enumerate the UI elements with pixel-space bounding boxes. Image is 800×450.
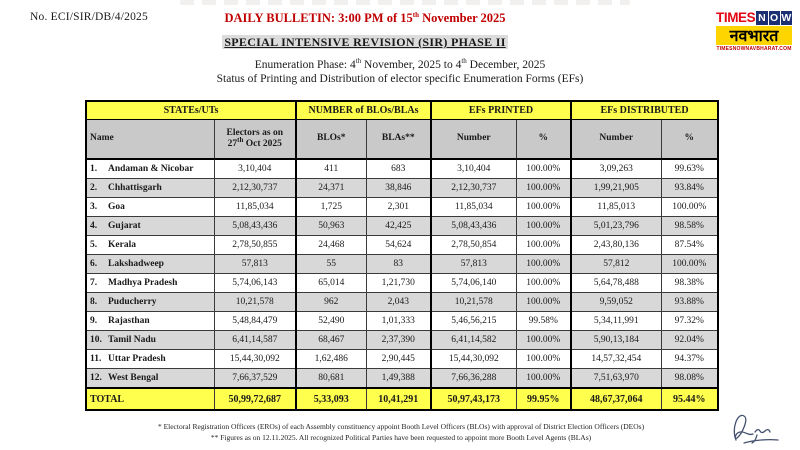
state-name: Uttar Pradesh — [108, 354, 166, 364]
printed-number-cell: 6,41,14,582 — [431, 331, 516, 350]
total-distributed-pct: 95.44% — [661, 388, 718, 410]
distributed-pct-cell: 100.00% — [661, 198, 718, 217]
printed-number-cell: 7,66,36,288 — [431, 369, 516, 389]
electors-cell: 7,66,37,529 — [214, 369, 296, 389]
electors-cell: 11,85,034 — [214, 198, 296, 217]
state-name-cell — [86, 350, 214, 369]
blos-cell: 50,963 — [296, 217, 366, 236]
total-printed: 50,97,43,173 — [431, 388, 516, 410]
distributed-number-cell: 2,43,80,136 — [571, 236, 661, 255]
blos-cell: 1,725 — [296, 198, 366, 217]
blos-cell: 1,62,486 — [296, 350, 366, 369]
blas-cell: 54,624 — [366, 236, 431, 255]
table-row — [86, 179, 718, 198]
distributed-pct-cell: 93.88% — [661, 293, 718, 312]
printed-number-cell: 2,12,30,737 — [431, 179, 516, 198]
distributed-number-cell: 9,59,052 — [571, 293, 661, 312]
col-header-blos: BLOs* — [296, 120, 366, 160]
electors-cell: 5,48,84,479 — [214, 312, 296, 331]
state-serial: 8. — [90, 297, 98, 307]
logo-website-text: TIMESNOWNAVBHARAT.COM — [716, 46, 792, 52]
printed-pct-cell: 100.00% — [516, 293, 571, 312]
electors-cell: 2,78,50,855 — [214, 236, 296, 255]
footnotes — [85, 421, 717, 444]
table-row — [86, 236, 718, 255]
blas-cell: 2,37,390 — [366, 331, 431, 350]
blos-cell: 80,681 — [296, 369, 366, 389]
blas-cell: 42,425 — [366, 217, 431, 236]
document-title — [0, 35, 730, 50]
state-name-cell — [86, 179, 214, 198]
col-header-electors: Electors as on 27th Oct 2025 — [214, 120, 296, 160]
electors-cell: 6,41,14,587 — [214, 331, 296, 350]
distributed-number-cell: 7,51,63,970 — [571, 369, 661, 389]
printed-pct-cell: 100.00% — [516, 331, 571, 350]
state-serial: 2. — [90, 183, 98, 193]
state-serial: 11. — [90, 354, 102, 364]
printed-number-cell: 5,74,06,140 — [431, 274, 516, 293]
printed-pct-cell: 99.58% — [516, 312, 571, 331]
blas-cell: 2,043 — [366, 293, 431, 312]
state-name: Rajasthan — [108, 316, 150, 326]
state-name: West Bengal — [108, 373, 159, 383]
table-row — [86, 350, 718, 369]
group-header-blos-blas: NUMBER of BLOs/BLAs — [296, 101, 431, 120]
distributed-number-cell: 5,64,78,488 — [571, 274, 661, 293]
total-label: TOTAL — [86, 388, 214, 410]
distributed-pct-cell: 100.00% — [661, 255, 718, 274]
state-serial: 10. — [90, 335, 102, 345]
status-line: Status of Printing and Distribution of elector specific Enumeration Forms (EFs) — [216, 73, 584, 85]
distributed-number-cell: 1,99,21,905 — [571, 179, 661, 198]
blas-cell: 38,846 — [366, 179, 431, 198]
blos-cell: 68,467 — [296, 331, 366, 350]
printed-number-cell: 3,10,404 — [431, 159, 516, 179]
total-blas: 10,41,291 — [366, 388, 431, 410]
blas-cell: 1,01,333 — [366, 312, 431, 331]
distributed-number-cell: 11,85,013 — [571, 198, 661, 217]
logo-now-letter-o: O — [770, 11, 779, 24]
table-body — [86, 159, 718, 388]
col-header-name: Name — [86, 120, 214, 160]
printed-number-cell: 10,21,578 — [431, 293, 516, 312]
state-serial: 12. — [90, 373, 102, 383]
state-name-cell — [86, 274, 214, 293]
logo-top-row — [716, 10, 792, 25]
printed-pct-cell: 100.00% — [516, 236, 571, 255]
table-row — [86, 274, 718, 293]
printed-number-cell: 11,85,034 — [431, 198, 516, 217]
blos-cell: 411 — [296, 159, 366, 179]
printed-pct-cell: 100.00% — [516, 159, 571, 179]
cropped-text-remnant — [180, 0, 630, 5]
state-serial: 9. — [90, 316, 98, 326]
state-name: Goa — [108, 202, 125, 212]
table-row — [86, 312, 718, 331]
bulletin-title — [0, 11, 730, 26]
state-name: Andaman & Nicobar — [108, 164, 194, 174]
state-name: Lakshadweep — [108, 259, 164, 269]
logo-now-letter-w: W — [781, 11, 792, 24]
printed-number-cell: 5,08,43,436 — [431, 217, 516, 236]
state-name: Puducherry — [108, 297, 157, 307]
printed-pct-cell: 100.00% — [516, 369, 571, 389]
printed-pct-cell: 100.00% — [516, 179, 571, 198]
state-name-cell — [86, 255, 214, 274]
state-serial: 5. — [90, 240, 98, 250]
total-printed-pct: 99.95% — [516, 388, 571, 410]
group-header-efs-printed: EFs PRINTED — [431, 101, 571, 120]
state-name-cell — [86, 369, 214, 389]
state-name-cell — [86, 159, 214, 179]
table-row — [86, 217, 718, 236]
enumeration-phase-line: Enumeration Phase: 4th November, 2025 to 4th December, 2025 — [254, 57, 546, 71]
distributed-pct-cell: 93.84% — [661, 179, 718, 198]
bulletin-text-tail: November 2025 — [419, 11, 506, 25]
col-header-blas: BLAs** — [366, 120, 431, 160]
column-header-row — [86, 120, 718, 160]
group-header-states: STATEs/UTs — [86, 101, 296, 120]
printed-pct-cell: 100.00% — [516, 255, 571, 274]
document-title-text: SPECIAL INTENSIVE REVISION (SIR) PHASE II — [224, 35, 506, 49]
state-name: Gujarat — [108, 221, 141, 231]
electors-cell: 3,10,404 — [214, 159, 296, 179]
distributed-number-cell: 14,57,32,454 — [571, 350, 661, 369]
total-blos: 5,33,093 — [296, 388, 366, 410]
distributed-number-cell: 3,09,263 — [571, 159, 661, 179]
distributed-pct-cell: 99.63% — [661, 159, 718, 179]
col-header-distributed-pct: % — [661, 120, 718, 160]
col-header-printed-number: Number — [431, 120, 516, 160]
logo-hindi-text: नवभारत — [716, 26, 792, 45]
distributed-pct-cell: 98.08% — [661, 369, 718, 389]
state-serial: 7. — [90, 278, 98, 288]
state-name-cell — [86, 217, 214, 236]
state-name-cell — [86, 331, 214, 350]
bulletin-text: DAILY BULLETIN: 3:00 PM of 15 — [224, 11, 413, 25]
blos-cell: 65,014 — [296, 274, 366, 293]
table-row — [86, 331, 718, 350]
table-row — [86, 369, 718, 389]
reference-number: No. ECI/SIR/DB/4/2025 — [30, 11, 148, 23]
state-name: Tamil Nadu — [108, 335, 156, 345]
electors-cell: 5,74,06,143 — [214, 274, 296, 293]
distributed-number-cell: 57,812 — [571, 255, 661, 274]
printed-pct-cell: 100.00% — [516, 350, 571, 369]
blos-cell: 24,371 — [296, 179, 366, 198]
electors-cell: 57,813 — [214, 255, 296, 274]
printed-number-cell: 15,44,30,092 — [431, 350, 516, 369]
blos-cell: 24,468 — [296, 236, 366, 255]
printed-pct-cell: 100.00% — [516, 274, 571, 293]
state-serial: 4. — [90, 221, 98, 231]
state-serial: 1. — [90, 164, 98, 174]
distributed-pct-cell: 98.38% — [661, 274, 718, 293]
group-header-row — [86, 101, 718, 120]
sir-status-table — [85, 100, 719, 411]
state-name: Kerala — [108, 240, 136, 250]
electors-cell: 15,44,30,092 — [214, 350, 296, 369]
printed-number-cell: 2,78,50,854 — [431, 236, 516, 255]
blos-cell: 962 — [296, 293, 366, 312]
distributed-pct-cell: 94.37% — [661, 350, 718, 369]
logo-times-text: TIMES — [716, 10, 756, 25]
signature-mark — [724, 402, 788, 450]
blos-cell: 52,490 — [296, 312, 366, 331]
blas-cell: 2,301 — [366, 198, 431, 217]
electors-cell: 2,12,30,737 — [214, 179, 296, 198]
distributed-pct-cell: 87.54% — [661, 236, 718, 255]
state-serial: 3. — [90, 202, 98, 212]
distributed-pct-cell: 98.58% — [661, 217, 718, 236]
table-row — [86, 198, 718, 217]
distributed-number-cell: 5,90,13,184 — [571, 331, 661, 350]
table-row — [86, 293, 718, 312]
total-row — [86, 388, 718, 410]
blas-cell: 1,49,388 — [366, 369, 431, 389]
printed-pct-cell: 100.00% — [516, 217, 571, 236]
printed-pct-cell: 100.00% — [516, 198, 571, 217]
printed-number-cell: 57,813 — [431, 255, 516, 274]
table-row — [86, 159, 718, 179]
bulletin-superscript: th — [412, 10, 419, 19]
state-name: Madhya Pradesh — [108, 278, 178, 288]
electors-cell: 5,08,43,436 — [214, 217, 296, 236]
blas-cell: 1,21,730 — [366, 274, 431, 293]
blas-cell: 2,90,445 — [366, 350, 431, 369]
blas-cell: 683 — [366, 159, 431, 179]
distributed-number-cell: 5,34,11,991 — [571, 312, 661, 331]
printed-number-cell: 5,46,56,215 — [431, 312, 516, 331]
blos-cell: 55 — [296, 255, 366, 274]
logo-now-letter-n: N — [758, 11, 766, 24]
total-electors: 50,99,72,687 — [214, 388, 296, 410]
distributed-number-cell: 5,01,23,796 — [571, 217, 661, 236]
footnote-blas: ** Figures as on 12.11.2025. All recognized Political Parties have been requested to appoint more Booth Level Agents (BLAs) — [210, 433, 592, 443]
state-name-cell — [86, 312, 214, 331]
col-header-distributed-number: Number — [571, 120, 661, 160]
state-name-cell — [86, 236, 214, 255]
state-name-cell — [86, 198, 214, 217]
distributed-pct-cell: 97.32% — [661, 312, 718, 331]
table-row — [86, 255, 718, 274]
col-header-printed-pct: % — [516, 120, 571, 160]
state-name-cell — [86, 293, 214, 312]
electors-cell: 10,21,578 — [214, 293, 296, 312]
total-distributed: 48,67,37,064 — [571, 388, 661, 410]
blas-cell: 83 — [366, 255, 431, 274]
distributed-pct-cell: 92.04% — [661, 331, 718, 350]
state-serial: 6. — [90, 259, 98, 269]
group-header-efs-distributed: EFs DISTRIBUTED — [571, 101, 718, 120]
state-name: Chhattisgarh — [108, 183, 162, 193]
footnote-blos: * Electoral Registration Officers (EROs) of each Assembly constituency appoint Booth Level Officers (BLOs) with approval of District Election Officers (DEOs) — [157, 422, 645, 431]
